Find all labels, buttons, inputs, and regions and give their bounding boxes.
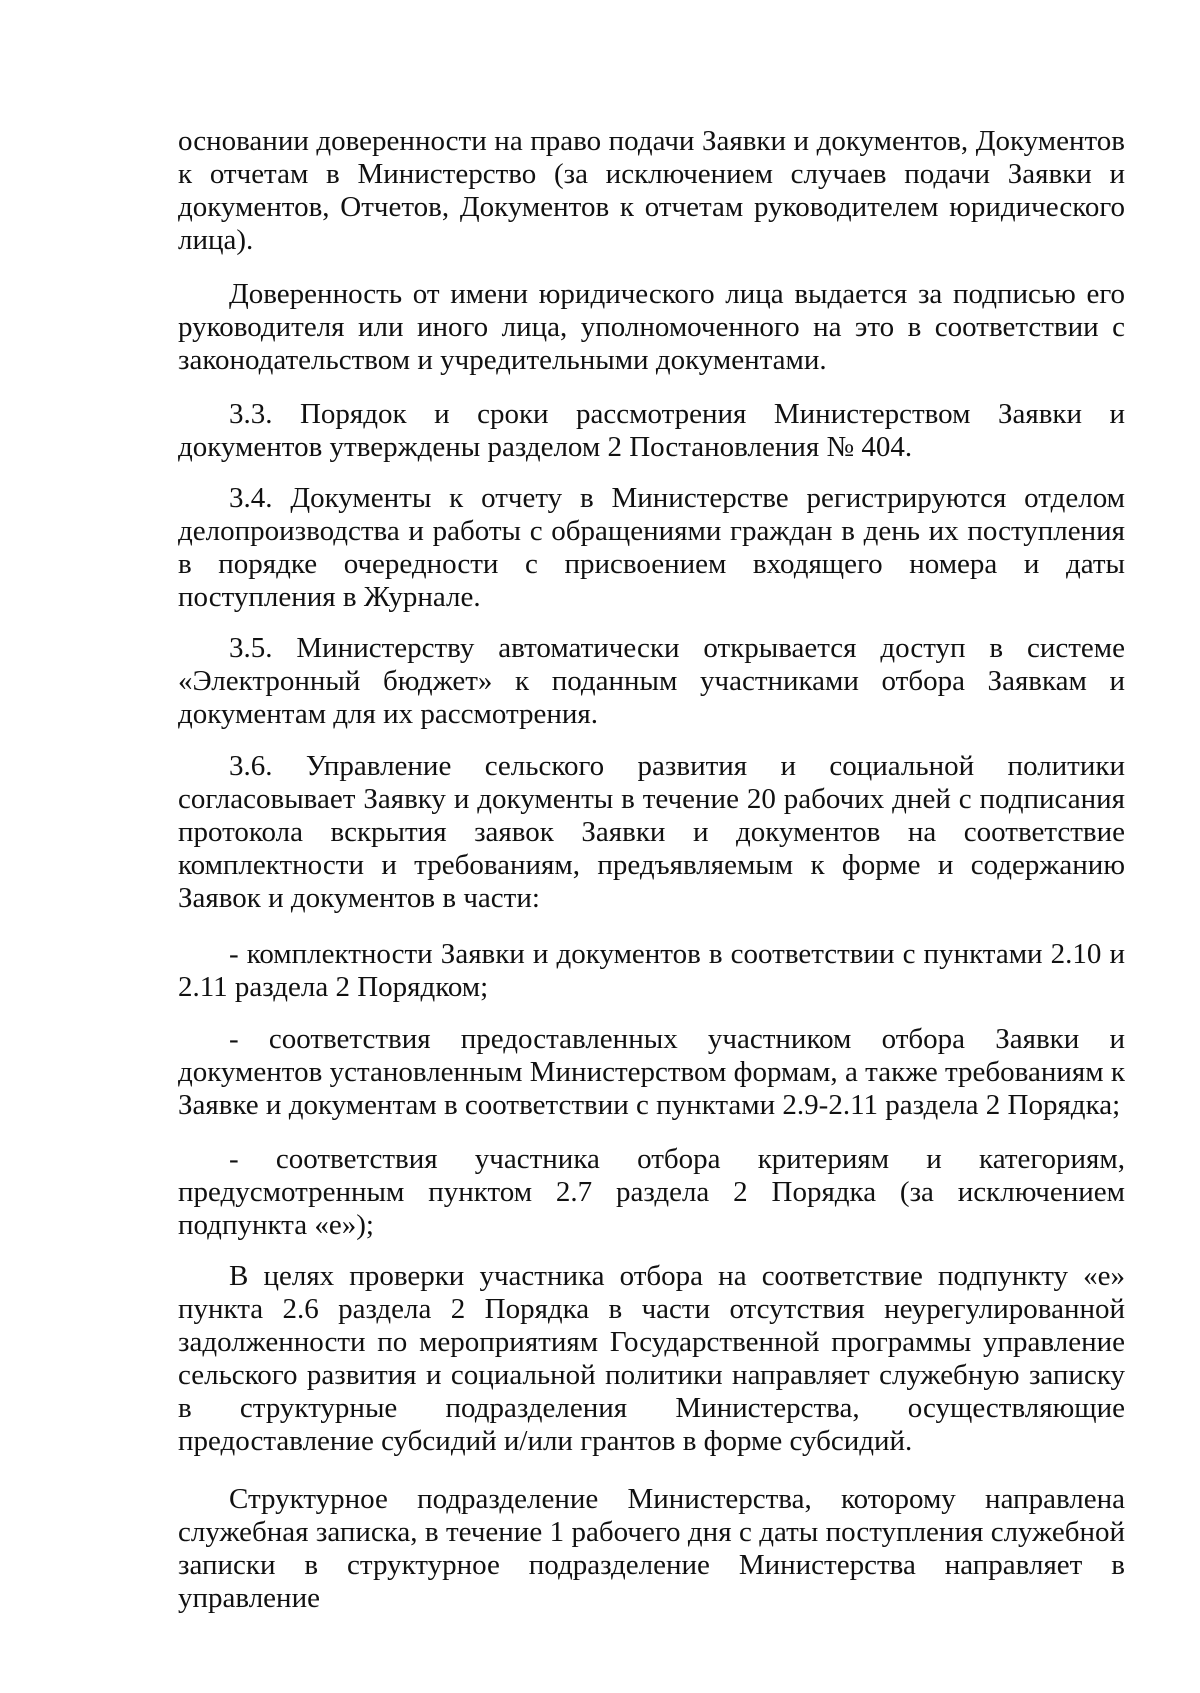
paragraph-power-of-attorney-signature: Доверенность от имени юридического лица выдается за подписью его руководителя или иного лица, уполномоченного на это в соответствии с законодательством и учредительными документами. — [178, 278, 1125, 376]
paragraph-3-6: 3.6. Управление сельского развития и социальной политики согласовывает Заявку и документы в течение 20 рабочих дней с подписания протокола вскрытия заявок Заявки и документов на соответствие комплектности и требованиям, предъявляемым к форме и содержанию Заявок и документов в части: — [178, 750, 1125, 914]
list-item-completeness: - комплектности Заявки и документов в соответствии с пунктами 2.10 и 2.11 раздела 2 Порядком; — [178, 938, 1125, 1003]
paragraph-structural-division: Структурное подразделение Министерства, которому направлена служебная записка, в течение 1 рабочего дня с даты поступления служебной записки в структурное подразделение Министерства направляет в управление — [178, 1483, 1125, 1614]
paragraph-power-of-attorney-basis: основании доверенности на право подачи Заявки и документов, Документов к отчетам в Министерство (за исключением случаев подачи Заявки и документов, Отчетов, Документов к отчетам руководителем юридического лица). — [178, 125, 1125, 256]
list-item-form-compliance: - соответствия предоставленных участником отбора Заявки и документов установленным Министерством формам, а также требованиям к Заявке и документам в соответствии с пунктами 2.9-2.11 раздела 2 Порядка; — [178, 1023, 1125, 1121]
list-item-criteria-compliance: - соответствия участника отбора критериям и категориям, предусмотренным пунктом 2.7 раздела 2 Порядка (за исключением подпункта «е»); — [178, 1143, 1125, 1241]
paragraph-3-3: 3.3. Порядок и сроки рассмотрения Министерством Заявки и документов утверждены разделом 2 Постановления № 404. — [178, 398, 1125, 463]
paragraph-debt-check: В целях проверки участника отбора на соответствие подпункту «е» пункта 2.6 раздела 2 Порядка в части отсутствия неурегулированной задолженности по мероприятиям Государственной программы управление сельского развития и социальной политики направляет служебную записку в структурные подразделения Министерства, осуществляющие предоставление субсидий и/или грантов в форме субсидий. — [178, 1260, 1125, 1457]
paragraph-3-4: 3.4. Документы к отчету в Министерстве регистрируются отделом делопроизводства и работы с обращениями граждан в день их поступления в порядке очередности с присвоением входящего номера и даты поступления в Журнале. — [178, 482, 1125, 613]
paragraph-3-5: 3.5. Министерству автоматически открывается доступ в системе «Электронный бюджет» к поданным участниками отбора Заявкам и документам для их рассмотрения. — [178, 632, 1125, 730]
